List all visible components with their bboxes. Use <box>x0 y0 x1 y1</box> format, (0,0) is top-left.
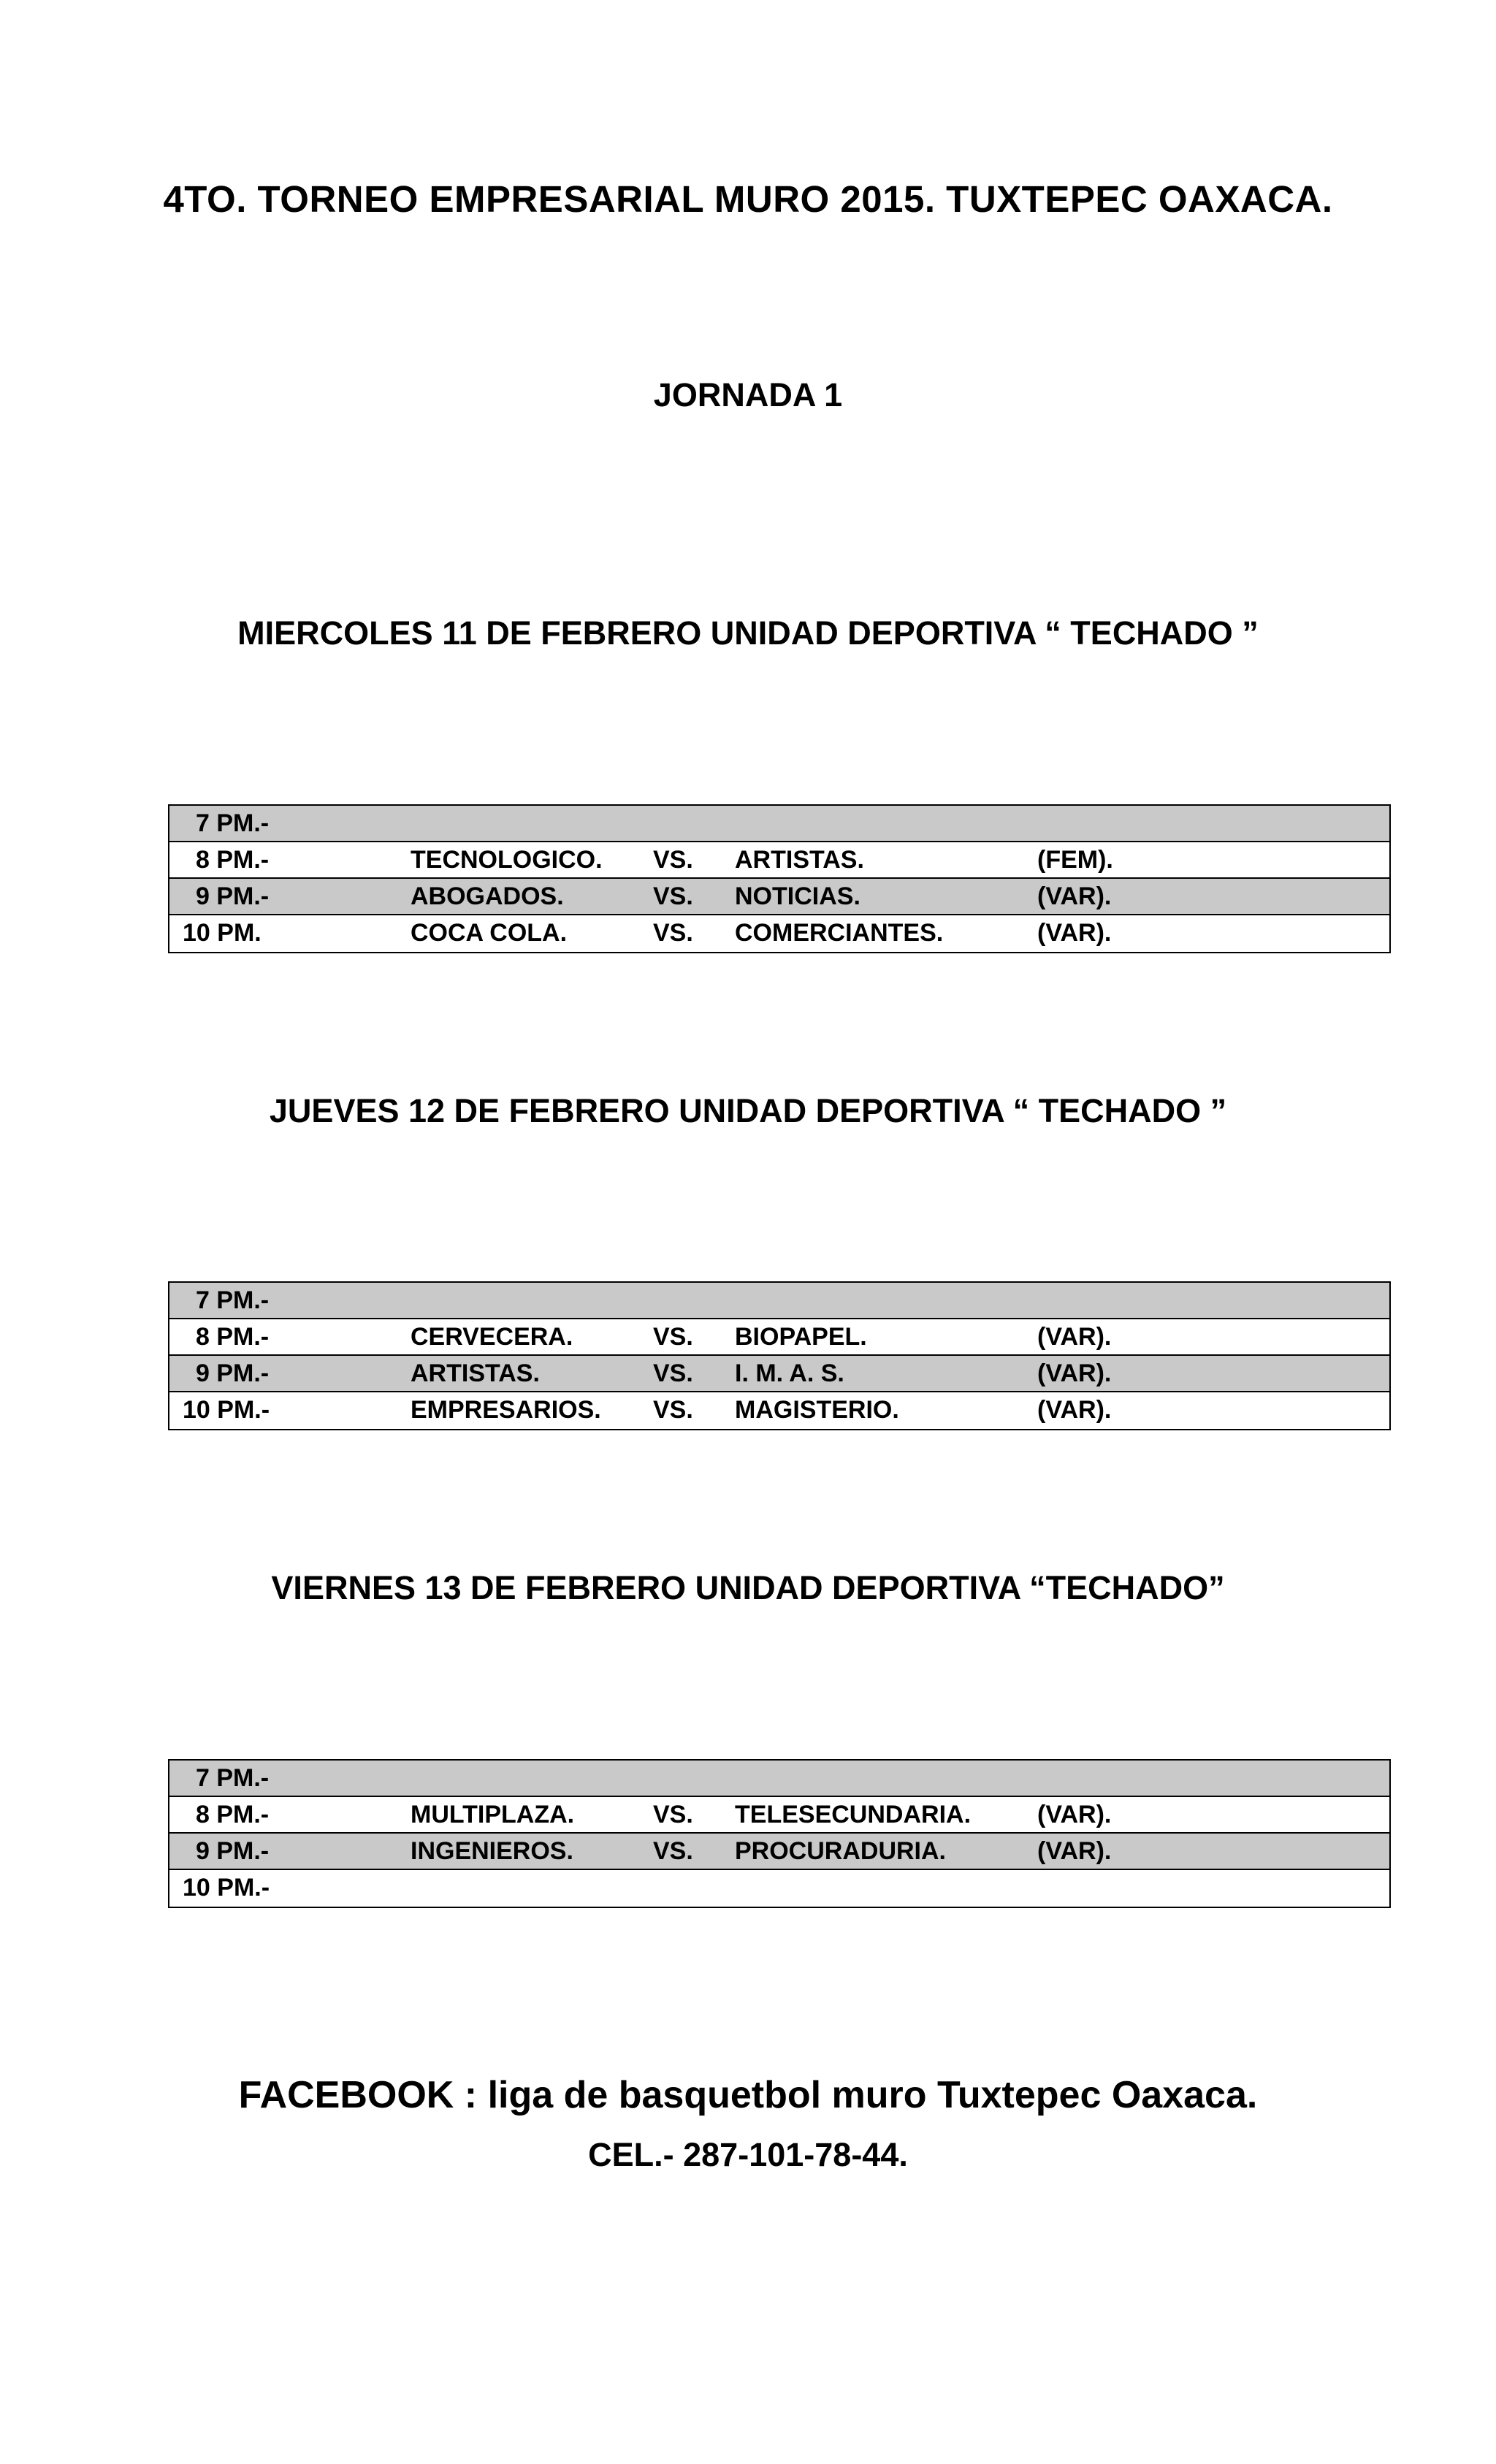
day-heading-thursday: JUEVES 12 DE FEBRERO UNIDAD DEPORTIVA “ TECHADO ” <box>269 1092 1227 1129</box>
away-team: BIOPAPEL. <box>735 1323 867 1351</box>
away-team: TELESECUNDARIA. <box>735 1801 972 1828</box>
game-time: 10 PM.- <box>183 1874 270 1902</box>
table-row <box>169 1761 1389 1797</box>
game-category: (VAR). <box>1037 1801 1112 1828</box>
game-category: (VAR). <box>1037 1359 1112 1387</box>
table-row <box>169 806 1389 842</box>
table-row <box>169 1870 1389 1907</box>
page-title: 4TO. TORNEO EMPRESARIAL MURO 2015. TUXTEPEC OAXACA. <box>163 178 1333 220</box>
game-time: 8 PM.- <box>196 1801 270 1828</box>
versus-label: VS. <box>653 882 693 910</box>
game-time: 7 PM.- <box>196 1764 270 1792</box>
away-team: ARTISTAS. <box>735 846 864 874</box>
away-team: COMERCIANTES. <box>735 919 944 947</box>
facebook-info: FACEBOOK : liga de basquetbol muro Tuxtepec Oaxaca. <box>238 2074 1258 2116</box>
schedule-table-wednesday <box>168 804 1391 953</box>
game-category: (VAR). <box>1037 1837 1112 1865</box>
versus-label: VS. <box>653 1359 693 1387</box>
table-row <box>169 1319 1389 1356</box>
game-category: (VAR). <box>1037 1396 1112 1424</box>
away-team: NOTICIAS. <box>735 882 860 910</box>
table-row <box>169 1392 1389 1429</box>
schedule-table-thursday <box>168 1281 1391 1430</box>
schedule-table-friday <box>168 1759 1391 1908</box>
game-category: (FEM). <box>1037 846 1113 874</box>
home-team: TECNOLOGICO. <box>411 846 603 874</box>
away-team: PROCURADURIA. <box>735 1837 946 1865</box>
home-team: INGENIEROS. <box>411 1837 573 1865</box>
home-team: MULTIPLAZA. <box>411 1801 575 1828</box>
day-heading-wednesday: MIERCOLES 11 DE FEBRERO UNIDAD DEPORTIVA “ TECHADO ” <box>237 614 1259 652</box>
away-team: MAGISTERIO. <box>735 1396 899 1424</box>
phone-info: CEL.- 287-101-78-44. <box>588 2136 908 2173</box>
versus-label: VS. <box>653 846 693 874</box>
away-team: I. M. A. S. <box>735 1359 844 1387</box>
table-row <box>169 1797 1389 1834</box>
game-time: 8 PM.- <box>196 1323 270 1351</box>
game-category: (VAR). <box>1037 882 1112 910</box>
home-team: COCA COLA. <box>411 919 568 947</box>
home-team: ARTISTAS. <box>411 1359 540 1387</box>
versus-label: VS. <box>653 1837 693 1865</box>
versus-label: VS. <box>653 1396 693 1424</box>
game-time: 7 PM.- <box>196 809 270 837</box>
home-team: EMPRESARIOS. <box>411 1396 601 1424</box>
table-row <box>169 1834 1389 1870</box>
home-team: CERVECERA. <box>411 1323 573 1351</box>
table-row <box>169 1283 1389 1319</box>
table-row <box>169 879 1389 915</box>
game-time: 9 PM.- <box>196 882 270 910</box>
table-row <box>169 915 1389 952</box>
table-row <box>169 1356 1389 1392</box>
game-category: (VAR). <box>1037 1323 1112 1351</box>
versus-label: VS. <box>653 919 693 947</box>
game-time: 10 PM. <box>183 919 262 947</box>
game-time: 9 PM.- <box>196 1837 270 1865</box>
versus-label: VS. <box>653 1323 693 1351</box>
home-team: ABOGADOS. <box>411 882 564 910</box>
game-time: 10 PM.- <box>183 1396 270 1424</box>
game-time: 7 PM.- <box>196 1286 270 1314</box>
game-time: 8 PM.- <box>196 846 270 874</box>
versus-label: VS. <box>653 1801 693 1828</box>
jornada-heading: JORNADA 1 <box>653 376 843 413</box>
day-heading-friday: VIERNES 13 DE FEBRERO UNIDAD DEPORTIVA “TECHADO” <box>271 1569 1225 1606</box>
game-category: (VAR). <box>1037 919 1112 947</box>
game-time: 9 PM.- <box>196 1359 270 1387</box>
table-row <box>169 842 1389 879</box>
